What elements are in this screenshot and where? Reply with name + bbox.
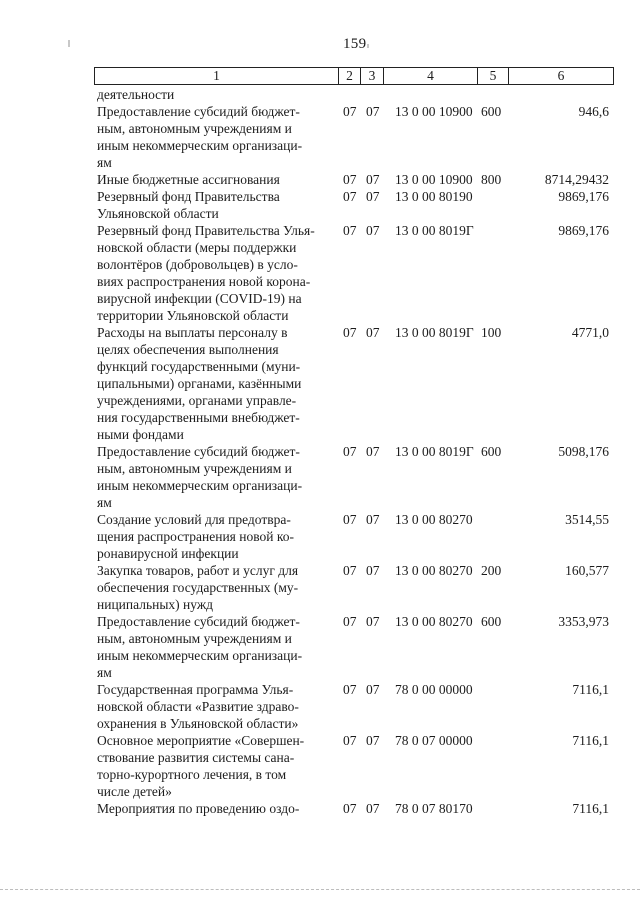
column-header-4: 4 [384,68,478,85]
section-code-cell: 07 [343,614,357,629]
amount-cell: 5098,176 [558,444,609,459]
amount-cell: 7116,1 [572,733,609,748]
table-row [97,732,609,800]
table-row [97,324,609,443]
table-row [97,800,609,817]
subsection-code-cell: 07 [366,223,380,238]
scan-mark-left [68,40,70,47]
table-row [97,613,609,681]
subsection-code-cell: 07 [366,733,380,748]
column-header-3: 3 [361,68,384,85]
column-header-5: 5 [478,68,509,85]
target-item-code-cell: 78 0 07 80170 [395,801,473,816]
target-item-code-cell: 13 0 00 10900 [395,172,473,187]
subsection-code-cell: 07 [366,444,380,459]
target-item-code-cell: 13 0 00 80190 [395,189,473,204]
amount-cell: 160,577 [565,563,609,578]
subsection-code-cell: 07 [366,512,380,527]
page-number: 159 [343,36,367,52]
amount-cell: 7116,1 [572,682,609,697]
section-code-cell: 07 [343,682,357,697]
table-row [97,681,609,732]
table-row [97,443,609,511]
row-name-cell: Основное мероприятие «Совершен- ствование развития системы сана- торно-курортного лечения, в том числе детей» [97,733,305,799]
expense-type-code-cell: 100 [481,325,502,340]
section-code-cell: 07 [343,325,357,340]
section-code-cell: 07 [343,444,357,459]
row-name-cell: Мероприятия по проведению оздо- [97,801,300,816]
table-row [97,222,609,324]
row-name-cell: Закупка товаров, работ и услуг для обеспечения государственных (му- ниципальных) нужд [97,563,299,612]
section-code-cell: 07 [343,733,357,748]
scan-mark-right [367,44,369,48]
expense-type-code-cell: 200 [481,563,502,578]
table-row [97,562,609,613]
amount-cell: 7116,1 [572,801,609,816]
section-code-cell: 07 [343,801,357,816]
row-name-cell: Предоставление субсидий бюджет- ным, автономным учреждениям и иным некоммерческим организаци- ям [97,104,303,170]
target-item-code-cell: 78 0 00 00000 [395,682,473,697]
target-item-code-cell: 13 0 00 10900 [395,104,473,119]
section-code-cell: 07 [343,172,357,187]
row-name-cell: Расходы на выплаты персоналу в целях обеспечения выполнения функций государственными (муни- ципальными) органами, казёнными учреждениями, органами управле- ния государственными внебюджет- ными фондами [97,325,302,442]
expense-type-code-cell: 600 [481,614,502,629]
target-item-code-cell: 13 0 00 8019Г [395,325,474,340]
target-item-code-cell: 13 0 00 8019Г [395,223,474,238]
column-header-table [94,67,614,85]
row-name-cell: Резервный фонд Правительства Ульяновской области [97,189,280,221]
section-code-cell: 07 [343,189,357,204]
table-row [97,86,609,103]
expense-type-code-cell: 800 [481,172,502,187]
table-row [97,511,609,562]
amount-cell: 3514,55 [565,512,609,527]
subsection-code-cell: 07 [366,682,380,697]
amount-cell: 9869,176 [558,223,609,238]
target-item-code-cell: 78 0 07 00000 [395,733,473,748]
target-item-code-cell: 13 0 00 80270 [395,563,473,578]
column-header-1: 1 [95,68,339,85]
subsection-code-cell: 07 [366,325,380,340]
section-code-cell: 07 [343,512,357,527]
amount-cell: 8714,29432 [544,172,609,187]
amount-cell: 946,6 [578,104,609,119]
subsection-code-cell: 07 [366,801,380,816]
row-name-cell: Предоставление субсидий бюджет- ным, автономным учреждениям и иным некоммерческим организаци- ям [97,444,303,510]
expense-type-code-cell: 600 [481,444,502,459]
subsection-code-cell: 07 [366,614,380,629]
subsection-code-cell: 07 [366,563,380,578]
amount-cell: 3353,973 [558,614,609,629]
row-name-cell: Создание условий для предотвра- щения распространения новой ко- ронавирусной инфекции [97,512,294,561]
subsection-code-cell: 07 [366,104,380,119]
row-name-cell: Иные бюджетные ассигнования [97,172,280,187]
expense-type-code-cell: 600 [481,104,502,119]
budget-table-body [97,86,609,817]
section-code-cell: 07 [343,223,357,238]
row-name-cell: Государственная программа Улья- новской области «Развитие здраво- охранения в Ульяновской области» [97,682,299,731]
table-row [97,171,609,188]
table-row [97,188,609,222]
target-item-code-cell: 13 0 00 8019Г [395,444,474,459]
subsection-code-cell: 07 [366,172,380,187]
column-header-2: 2 [339,68,361,85]
row-name-cell: Предоставление субсидий бюджет- ным, автономным учреждениям и иным некоммерческим организаци- ям [97,614,303,680]
table-row [97,103,609,171]
section-code-cell: 07 [343,104,357,119]
amount-cell: 4771,0 [571,325,609,340]
subsection-code-cell: 07 [366,189,380,204]
target-item-code-cell: 13 0 00 80270 [395,614,473,629]
column-header-6: 6 [509,68,614,85]
amount-cell: 9869,176 [558,189,609,204]
scan-edge-line [0,889,640,890]
row-name-cell: деятельности [97,87,175,102]
row-name-cell: Резервный фонд Правительства Улья- новской области (меры поддержки волонтёров (добровольцев) в усло- виях распространения новой корона- вирусной инфекции (COVID-19) на территории Ульяновской области [97,223,315,323]
target-item-code-cell: 13 0 00 80270 [395,512,473,527]
section-code-cell: 07 [343,563,357,578]
